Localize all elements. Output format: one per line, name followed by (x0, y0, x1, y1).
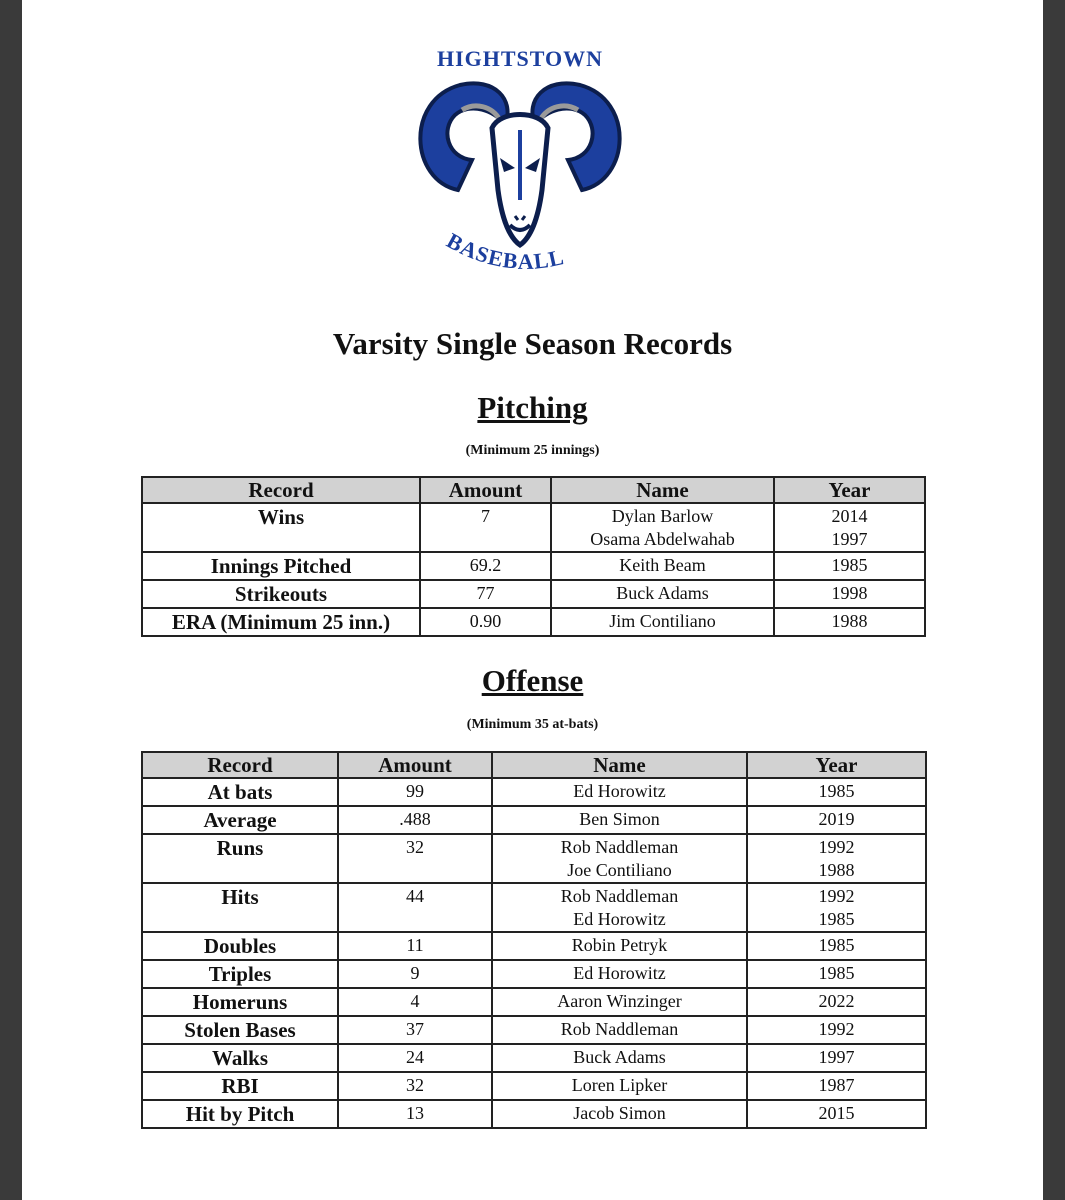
table-row (142, 932, 926, 960)
name-cell: Rob Naddleman (492, 1016, 747, 1044)
year-cell: 2015 (747, 1100, 926, 1128)
holder-name: Osama Abdelwahab (590, 529, 735, 549)
year-cell: 1997 (747, 1044, 926, 1072)
holder-name: Rob Naddleman (560, 837, 679, 857)
amount-cell: .488 (338, 806, 492, 834)
table-row (142, 580, 925, 608)
amount-cell: 69.2 (420, 552, 551, 580)
name-cell: Keith Beam (551, 552, 774, 580)
name-cell (551, 503, 774, 552)
record-cell: RBI (142, 1072, 338, 1100)
record-cell: Strikeouts (142, 580, 420, 608)
holder-name: Dylan Barlow (611, 506, 714, 526)
table-row (142, 806, 926, 834)
year-cell: 1998 (774, 580, 925, 608)
year-cell (747, 883, 926, 932)
table-row (142, 1072, 926, 1100)
amount-cell: 24 (338, 1044, 492, 1072)
holder-year: 2014 (831, 506, 868, 526)
amount-cell: 11 (338, 932, 492, 960)
year-cell (747, 834, 926, 883)
table-row (142, 960, 926, 988)
table-row (142, 608, 925, 636)
holder-year: 1988 (818, 860, 855, 880)
table-header-row (142, 752, 926, 778)
amount-cell: 77 (420, 580, 551, 608)
holder-name: Rob Naddleman (560, 886, 679, 906)
name-cell: Jim Contiliano (551, 608, 774, 636)
pitching-heading: Pitching (477, 390, 588, 425)
name-cell: Loren Lipker (492, 1072, 747, 1100)
pitching-table (141, 476, 926, 637)
table-row (142, 552, 925, 580)
record-cell: Doubles (142, 932, 338, 960)
name-cell: Robin Petryk (492, 932, 747, 960)
column-header-year: Year (747, 752, 926, 778)
column-header-name: Name (551, 477, 774, 503)
record-cell: Stolen Bases (142, 1016, 338, 1044)
amount-cell: 32 (338, 1072, 492, 1100)
amount-cell: 37 (338, 1016, 492, 1044)
offense-table (141, 751, 927, 1129)
name-cell: Aaron Winzinger (492, 988, 747, 1016)
name-cell: Buck Adams (492, 1044, 747, 1072)
record-cell: Triples (142, 960, 338, 988)
table-row (142, 883, 926, 932)
year-cell: 2022 (747, 988, 926, 1016)
holder-year: 1985 (818, 909, 855, 929)
amount-cell: 44 (338, 883, 492, 932)
amount-cell: 7 (420, 503, 551, 552)
column-header-amount: Amount (338, 752, 492, 778)
table-row (142, 778, 926, 806)
year-cell: 1992 (747, 1016, 926, 1044)
year-cell: 1985 (774, 552, 925, 580)
holder-year: 1997 (831, 529, 868, 549)
name-cell: Ben Simon (492, 806, 747, 834)
amount-cell: 4 (338, 988, 492, 1016)
record-cell: Hits (142, 883, 338, 932)
page-title: Varsity Single Season Records (332, 326, 733, 361)
table-row (142, 834, 926, 883)
holder-name: Joe Contiliano (567, 860, 672, 880)
year-cell: 1987 (747, 1072, 926, 1100)
record-cell: Average (142, 806, 338, 834)
amount-cell: 9 (338, 960, 492, 988)
year-cell: 1985 (747, 778, 926, 806)
year-cell: 1988 (774, 608, 925, 636)
column-header-record: Record (142, 752, 338, 778)
logo-top-text: HIGHTSTOWN (436, 46, 604, 71)
record-cell: Homeruns (142, 988, 338, 1016)
name-cell: Buck Adams (551, 580, 774, 608)
record-cell: At bats (142, 778, 338, 806)
table-row (142, 503, 925, 552)
year-cell: 1985 (747, 932, 926, 960)
record-cell: Hit by Pitch (142, 1100, 338, 1128)
pitching-note: (Minimum 25 innings) (465, 443, 600, 458)
logo-bottom-text: BASEBALL (442, 227, 567, 274)
table-row (142, 1100, 926, 1128)
table-header-row (142, 477, 925, 503)
amount-cell: 0.90 (420, 608, 551, 636)
name-cell: Jacob Simon (492, 1100, 747, 1128)
holder-year: 1992 (818, 886, 855, 906)
ram-icon (420, 83, 619, 245)
amount-cell: 32 (338, 834, 492, 883)
record-cell: Walks (142, 1044, 338, 1072)
year-cell: 1985 (747, 960, 926, 988)
table-row (142, 988, 926, 1016)
rams-logo (400, 40, 640, 290)
column-header-year: Year (774, 477, 925, 503)
offense-note: (Minimum 35 at-bats) (466, 717, 599, 732)
name-cell: Ed Horowitz (492, 778, 747, 806)
record-cell: Innings Pitched (142, 552, 420, 580)
column-header-amount: Amount (420, 477, 551, 503)
name-cell (492, 834, 747, 883)
holder-name: Ed Horowitz (573, 909, 666, 929)
record-cell: Wins (142, 503, 420, 552)
name-cell (492, 883, 747, 932)
year-cell: 2019 (747, 806, 926, 834)
year-cell (774, 503, 925, 552)
name-cell: Ed Horowitz (492, 960, 747, 988)
holder-year: 1992 (818, 837, 855, 857)
table-row (142, 1016, 926, 1044)
record-cell: ERA (Minimum 25 inn.) (142, 608, 420, 636)
amount-cell: 13 (338, 1100, 492, 1128)
amount-cell: 99 (338, 778, 492, 806)
offense-heading: Offense (481, 663, 584, 698)
column-header-record: Record (142, 477, 420, 503)
column-header-name: Name (492, 752, 747, 778)
record-cell: Runs (142, 834, 338, 883)
table-row (142, 1044, 926, 1072)
